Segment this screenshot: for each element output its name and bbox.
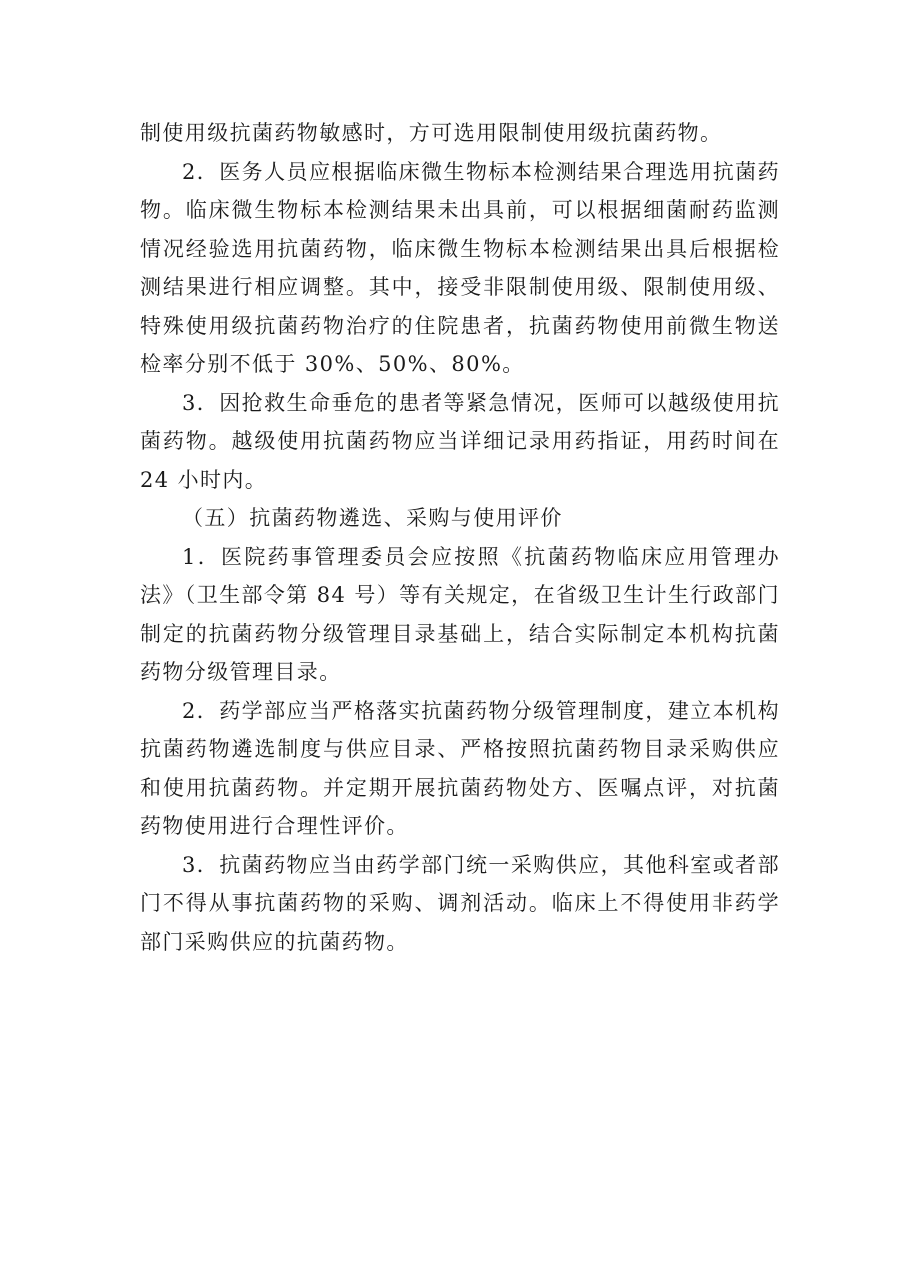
paragraph-item-3-procurement: 3．抗菌药物应当由药学部门统一采购供应，其他科室或者部门不得从事抗菌药物的采购、调剂活动。临床上不得使用非药学部门采购供应的抗菌药物。 bbox=[140, 852, 780, 954]
section-heading-5: （五）抗菌药物遴选、采购与使用评价 bbox=[182, 506, 563, 530]
paragraph-item-2-pharmacy: 2．药学部应当严格落实抗菌药物分级管理制度，建立本机构抗菌药物遴选制度与供应目录、严格按照抗菌药物目录采购供应和使用抗菌药物。并定期开展抗菌药物处方、医嘱点评，对抗菌药物使用进行合理性评价。 bbox=[140, 698, 780, 838]
paragraph-item-3-emergency: 3．因抢救生命垂危的患者等紧急情况，医师可以越级使用抗菌药物。越级使用抗菌药物应当详细记录用药指证，用药时间在 24 小时内。 bbox=[140, 390, 780, 492]
paragraph-item-2-microbiology: 2．医务人员应根据临床微生物标本检测结果合理选用抗菌药物。临床微生物标本检测结果未出具前，可以根据细菌耐药监测情况经验选用抗菌药物，临床微生物标本检测结果出具后根据检测结果进行相应调整。其中，接受非限制使用级、限制使用级、特殊使用级抗菌药物治疗的住院患者，抗菌药物使用前微生物送检率分别不低于 30%、50%、80%。 bbox=[140, 159, 780, 376]
paragraph-continuation: 制使用级抗菌药物敏感时，方可选用限制使用级抗菌药物。 bbox=[140, 121, 723, 145]
document-body bbox=[140, 114, 780, 961]
paragraph-item-1-committee: 1．医院药事管理委员会应按照《抗菌药物临床应用管理办法》（卫生部令第 84 号）等有关规定，在省级卫生计生行政部门制定的抗菌药物分级管理目录基础上，结合实际制定本机构抗菌药物分级管理目录。 bbox=[140, 544, 780, 684]
